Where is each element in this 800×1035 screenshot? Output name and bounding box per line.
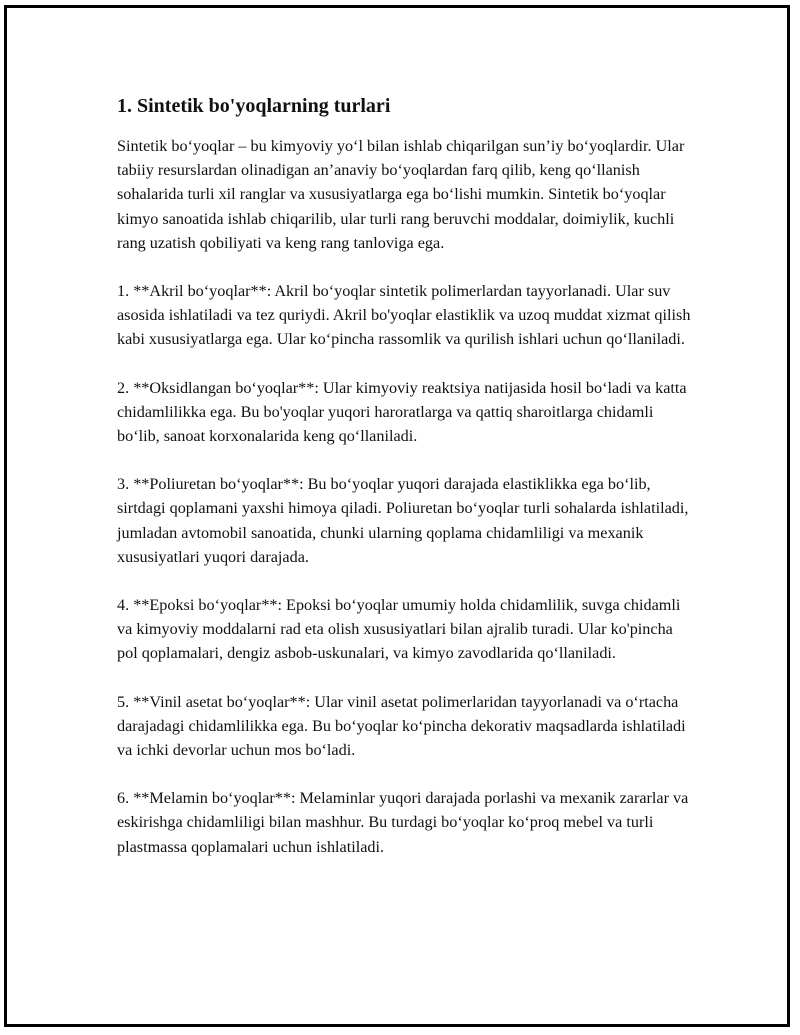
paragraph-melamin: 6. **Melamin bo‘yoqlar**: Melaminlar yuqori darajada porlashi va mexanik zararlar va eskirishga chidamliligi bilan mashhur. Bu turdagi bo‘yoqlar ko‘proq mebel va turli plastmassa qoplamalari uchun ishlatiladi. [117, 789, 689, 856]
paragraph-akril: 1. **Akril bo‘yoqlar**: Akril bo‘yoqlar sintetik polimerlardan tayyorlanadi. Ular suv asosida ishlatiladi va tez quriydi. Akril bo'yoqlar elastiklik va uzoq muddat xizmat qilish kabi xususiyatlarga ega. Ular ko‘pincha rassomlik va qurilish ishlari uchun qo‘llaniladi. [117, 282, 691, 349]
document-body [117, 92, 692, 883]
intro-paragraph: Sintetik bo‘yoqlar – bu kimyoviy yo‘l bilan ishlab chiqarilgan sun’iy bo‘yoqlardir. Ular tabiiy resurslardan olinadigan an’anaviy bo‘yoqlardan farq qilib, keng qo‘llanish sohalarida turli xil ranglar va xususiyatlarga ega bo‘lishi mumkin. Sintetik bo‘yoqlar kimyo sanoatida ishlab chiqarilib, ular turli rang beruvchi moddalar, doimiylik, kuchli rang uzatish qobiliyati va keng rang tanloviga ega. [117, 137, 685, 252]
section-title: 1. Sintetik bo'yoqlarning turlari [117, 95, 391, 117]
paragraph-oksidlangan: 2. **Oksidlangan bo‘yoqlar**: Ular kimyoviy reaktsiya natijasida hosil bo‘ladi va katta chidamlilikka ega. Bu bo'yoqlar yuqori haroratlarga va qattiq sharoitlarga chidamli bo‘lib, sanoat korxonalarida keng qo‘llaniladi. [117, 378, 687, 446]
paragraph-epoksi: 4. **Epoksi bo‘yoqlar**: Epoksi bo‘yoqlar umumiy holda chidamlilik, suvga chidamli va kimyoviy moddalarni rad eta olish xususiyatlari bilan ajralib turadi. Ular ko'pincha pol qoplamalari, dengiz asbob-uskunalari, va kimyo zavodlarida qo‘llaniladi. [117, 596, 681, 663]
paragraph-poliuretan: 3. **Poliuretan bo‘yoqlar**: Bu bo‘yoqlar yuqori darajada elastiklikka ega bo‘lib, sirtdagi qoplamani yaxshi himoya qiladi. Poliuretan bo‘yoqlar turli sohalarda ishlatiladi, jumladan avtomobil sanoatida, chunki ularning qoplama chidamliligi va mexanik xususiyatlari yuqori darajada. [117, 475, 689, 566]
paragraph-vinil-asetat: 5. **Vinil asetat bo‘yoqlar**: Ular vinil asetat polimerlaridan tayyorlanadi va o‘rtacha darajadagi chidamlilikka ega. Bu bo‘yoqlar ko‘pincha dekorativ maqsadlarda ishlatiladi va ichki devorlar uchun mos bo‘ladi. [117, 692, 686, 760]
